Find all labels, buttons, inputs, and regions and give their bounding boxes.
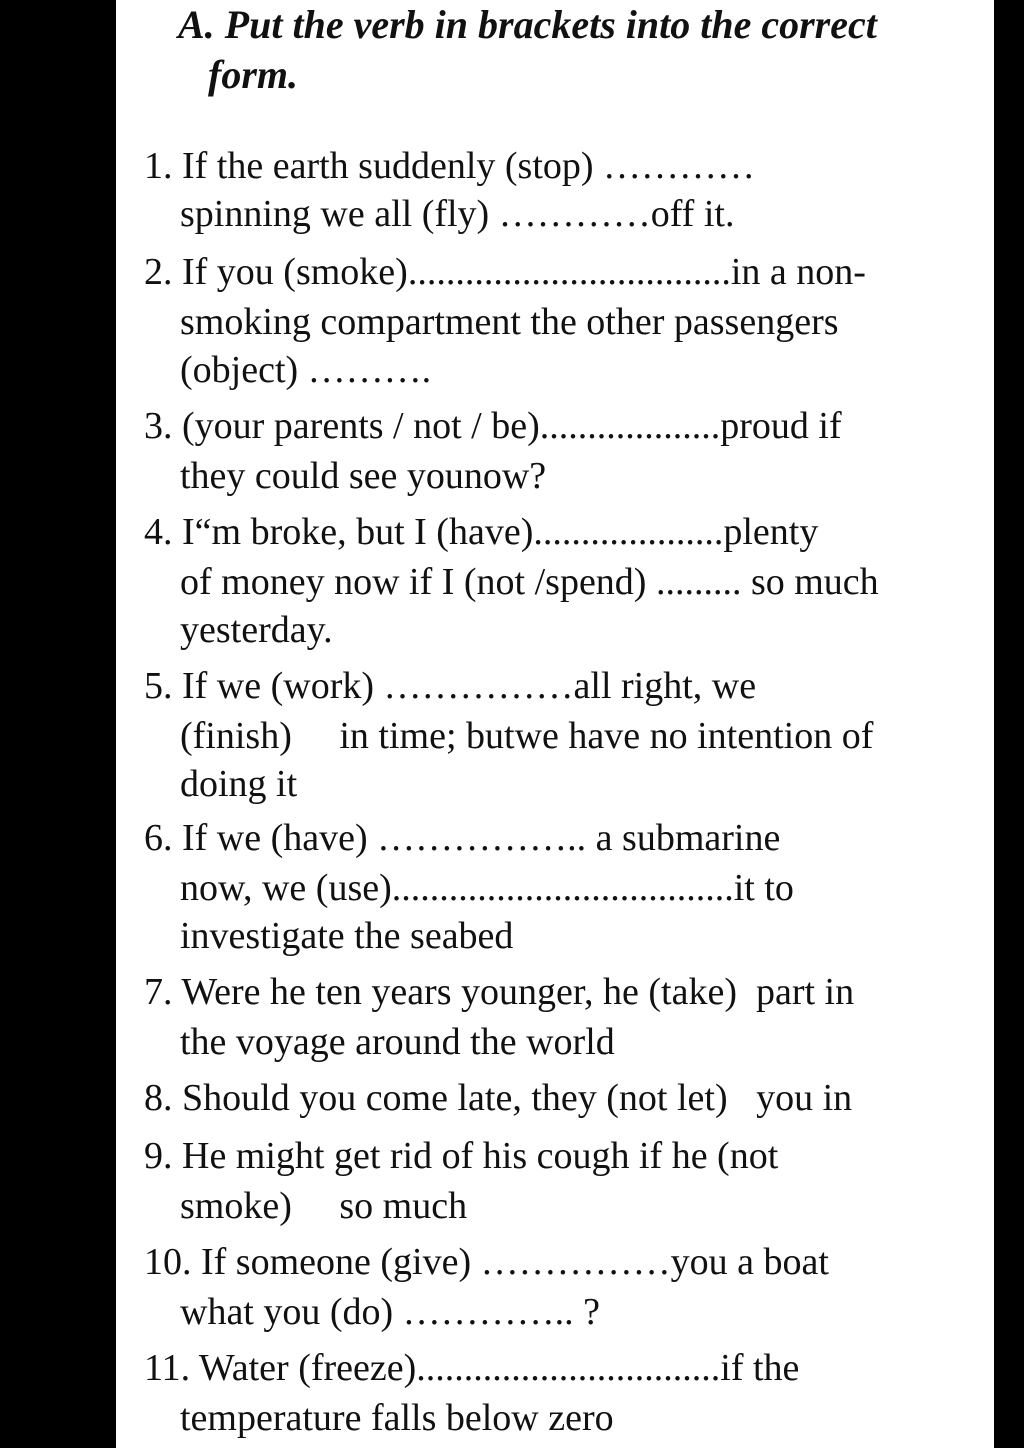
item-text: If someone (give) ……………you a boat — [201, 1241, 829, 1283]
item-text: Were he ten years younger, he (take) part in — [181, 971, 855, 1013]
item-text: they could see younow? — [180, 455, 547, 497]
item-number: 10. — [144, 1241, 192, 1283]
exercise-item-8 — [144, 1074, 852, 1122]
exercise-item-2 — [144, 248, 866, 296]
item-text: If we (have) …………….. a submarine — [182, 817, 781, 859]
item-text: Water (freeze)................................if the — [198, 1347, 800, 1389]
item-number: 1. — [144, 145, 173, 187]
item-number: 9. — [144, 1135, 173, 1177]
item-text: what you (do) ………….. ? — [180, 1291, 601, 1333]
item-text: temperature falls below zero — [180, 1397, 614, 1439]
item-text: investigate the seabed — [180, 915, 514, 957]
item-text: smoking compartment the other passengers — [180, 301, 839, 343]
item-number: 8. — [144, 1077, 173, 1119]
exercise-item-1 — [144, 142, 755, 190]
item-text: spinning we all (fly) …………off it. — [180, 193, 735, 235]
item-text: If the earth suddenly (stop) ………… — [182, 145, 756, 187]
exercise-item-5 — [144, 662, 756, 710]
item-text: now, we (use)....................................it to — [180, 867, 794, 909]
item-text: Should you come late, they (not let) you in — [182, 1077, 853, 1119]
exercise-list — [116, 0, 994, 1448]
item-text: I“m broke, but I (have)....................plenty — [182, 511, 819, 553]
exercise-item-6 — [144, 814, 780, 862]
item-text: the voyage around the world — [180, 1021, 615, 1063]
item-number: 6. — [144, 817, 173, 859]
item-text: (object) ………. — [180, 349, 432, 391]
item-number: 5. — [144, 665, 173, 707]
item-text: If we (work) ……………all right, we — [182, 665, 757, 707]
item-number: 11. — [144, 1347, 191, 1389]
worksheet-page — [116, 0, 994, 1448]
item-text: smoke) so much — [180, 1185, 468, 1227]
section-title-line2: form. — [208, 52, 298, 97]
item-number: 4. — [144, 511, 173, 553]
exercise-item-4 — [144, 508, 818, 556]
exercise-item-11 — [144, 1344, 799, 1392]
exercise-item-3 — [144, 402, 842, 450]
exercise-item-10 — [144, 1238, 829, 1286]
item-text: (finish) in time; butwe have no intention of — [180, 715, 874, 757]
item-text: He might get rid of his cough if he (not — [182, 1135, 779, 1177]
item-text: doing it — [180, 763, 298, 805]
exercise-item-7 — [144, 968, 854, 1016]
exercise-item-9 — [144, 1132, 778, 1180]
item-number: 3. — [144, 405, 173, 447]
section-title-line1: A. Put the verb in brackets into the correct — [178, 2, 877, 47]
item-text: of money now if I (not /spend) ......... so much — [180, 561, 879, 603]
item-number: 2. — [144, 251, 173, 293]
item-text: yesterday. — [180, 609, 333, 651]
item-number: 7. — [144, 971, 173, 1013]
item-text: (your parents / not / be)...................proud if — [182, 405, 842, 447]
item-text: If you (smoke)..................................in a non- — [182, 251, 866, 293]
